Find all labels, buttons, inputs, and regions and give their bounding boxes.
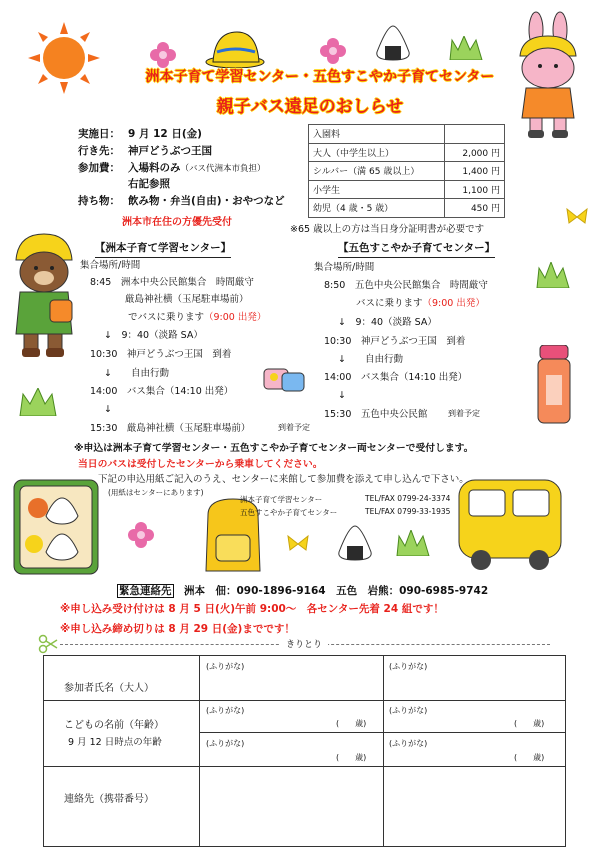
fee-table-header: 入園料 xyxy=(309,125,445,144)
page-title: 親子バス遠足のおしらせ xyxy=(216,97,404,117)
fee-category: シルバー（満 65 歳以上） xyxy=(309,162,445,181)
sumoto-departure-time: （9:00 出発） xyxy=(204,312,267,323)
fee-amount: 2,000 円 xyxy=(445,143,505,162)
table-row xyxy=(309,162,505,181)
sumoto-line-text: でバスに乗ります xyxy=(128,312,205,323)
goshiki-line: ↓ xyxy=(338,390,346,401)
hat-illustration xyxy=(205,28,265,68)
table-row xyxy=(309,143,505,162)
application-deadline: ※申し込み締め切りは 8 月 29 日(金)までです！ xyxy=(60,623,295,635)
sumoto-line: 10:30 神戸どうぶつ王国 到着 xyxy=(90,349,232,360)
goshiki-arrival: 到着予定 xyxy=(448,409,480,418)
goshiki-line: ↓ 自由行動 xyxy=(338,354,403,365)
fee-category: 小学生 xyxy=(309,180,445,199)
date-label: 実施日： xyxy=(78,128,120,140)
items-label: 持ち物： xyxy=(78,195,120,207)
table-row xyxy=(309,199,505,218)
child-name-label: こどもの名前（年齢） xyxy=(64,720,164,731)
goshiki-line: 10:30 神戸どうぶつ王国 到着 xyxy=(324,336,466,347)
destination-row xyxy=(78,143,212,158)
sumoto-line: 14:00 バス集合（14:10 出発） xyxy=(90,386,234,397)
child1-age: ( 歳) xyxy=(336,719,367,728)
emergency-numbers: 洲本 佃：090-1896-9164 五色 岩熊：090-6985-9742 xyxy=(173,585,489,597)
butterfly-illustration xyxy=(286,532,310,556)
child3-furigana: (ふりがな) xyxy=(206,739,245,748)
goshiki-heading: 【五色すこやか子育てセンター】 xyxy=(338,240,495,258)
cut-label: きりとり xyxy=(280,637,328,650)
butterfly-illustration xyxy=(565,205,589,229)
form-instructions: 下記の申込用紙ご記入のうえ、センターに来館して参加費を添えて申し込んで下さい。 xyxy=(98,474,469,485)
child3-age: ( 歳) xyxy=(336,753,367,762)
bento-illustration xyxy=(262,363,306,393)
emergency-contact xyxy=(117,583,488,598)
sumoto-heading: 【洲本子育て学習センター】 xyxy=(95,240,231,258)
fee-row xyxy=(78,160,266,175)
sumoto-line: 8:45 洲本中央公民館集合 時間厳守 xyxy=(90,277,254,288)
child-name-field-4[interactable] xyxy=(384,748,509,765)
sumoto-line: ↓ xyxy=(104,404,112,415)
child1-furigana: (ふりがな) xyxy=(206,706,245,715)
fee-amount: 1,100 円 xyxy=(445,180,505,199)
contact-label: 連絡先（携帯番号） xyxy=(64,794,154,805)
grass-illustration xyxy=(18,388,58,416)
contact-sumoto-tel: TEL/FAX 0799-24-3374 xyxy=(365,494,451,503)
adult-name-field-2[interactable] xyxy=(384,670,566,699)
grass-illustration xyxy=(535,262,571,288)
sun-illustration xyxy=(28,22,100,94)
table-row xyxy=(309,180,505,199)
residents-priority-notice: 洲本市在住の方優先受付 xyxy=(122,217,232,228)
form-availability-note: (用紙はセンターにあります) xyxy=(108,488,204,497)
contact-sumoto-name: 洲本子育て学習センター xyxy=(240,495,323,504)
sumoto-line: 厳島神社横（玉尾駐車場前） xyxy=(125,294,249,305)
emergency-label: 緊急連絡先 xyxy=(119,585,172,597)
fee-note: （バス代洲本市負担） xyxy=(180,164,266,174)
sumoto-arrival: 到着予定 xyxy=(278,423,310,432)
application-form xyxy=(43,655,566,847)
fee-reference: 右記参照 xyxy=(128,178,170,190)
onigiri-illustration xyxy=(373,24,413,62)
sumoto-line: ↓ 自由行動 xyxy=(104,368,169,379)
fee-category: 大人（中学生以上） xyxy=(309,143,445,162)
child4-age: ( 歳) xyxy=(514,753,545,762)
fee-label: 参加費： xyxy=(78,162,120,174)
fee-category: 幼児（4 歳・5 歳） xyxy=(309,199,445,218)
goshiki-departure-time: （9:00 出発） xyxy=(422,298,485,309)
child-name-field-3[interactable] xyxy=(200,748,330,765)
goshiki-line xyxy=(356,299,485,309)
sumoto-line: ↓ 9：40（淡路 SA） xyxy=(104,330,203,341)
goshiki-line: 15:30 五色中央公民館 xyxy=(324,409,428,420)
lunchbox-illustration xyxy=(12,478,100,576)
fee-table-header-row xyxy=(309,125,505,144)
flower-illustration xyxy=(128,522,154,548)
flower-illustration xyxy=(150,42,176,68)
goshiki-line: 14:00 バス集合（14:10 出発） xyxy=(324,372,468,383)
goshiki-section xyxy=(338,240,495,258)
destination-value: 神戸どうぶつ王国 xyxy=(128,145,212,157)
goshiki-line: 8:50 五色中央公民館集合 時間厳守 xyxy=(324,280,488,291)
items-value: 飲み物・弁当(自由)・おやつなど xyxy=(128,195,285,207)
adult-name-label: 参加者氏名（大人） xyxy=(64,683,154,694)
boarding-notice: 当日のバスは受付したセンターから乗車してください。 xyxy=(78,459,323,470)
sumoto-section xyxy=(95,240,231,258)
fee-table-note: ※65 歳以上の方は当日身分証明書が必要です xyxy=(290,224,485,235)
goshiki-meeting-label: 集合場所/時間 xyxy=(314,262,375,273)
contact-goshiki-tel: TEL/FAX 0799-33-1935 xyxy=(365,507,451,516)
items-row xyxy=(78,193,285,208)
sumoto-line: 15:30 厳島神社横（玉尾駐車場前） xyxy=(90,423,251,434)
child-age-basis: 9 月 12 日時点の年齢 xyxy=(68,737,162,748)
adult-furigana-2: (ふりがな) xyxy=(389,662,428,671)
child-name-field-1[interactable] xyxy=(200,714,330,731)
contact-goshiki-name: 五色すこやか子育てセンター xyxy=(240,508,338,517)
centers-title: 洲本子育て学習センター・五色すこやか子育てセンター xyxy=(145,69,495,85)
child2-age: ( 歳) xyxy=(514,719,545,728)
contact-phone-field[interactable] xyxy=(200,768,566,846)
goshiki-line: ↓ 9：40（淡路 SA） xyxy=(338,317,437,328)
water-bottle-illustration xyxy=(532,345,576,429)
flower-illustration xyxy=(320,38,346,64)
sumoto-meeting-label: 集合場所/時間 xyxy=(80,260,141,271)
child2-furigana: (ふりがな) xyxy=(389,706,428,715)
fee-amount: 450 円 xyxy=(445,199,505,218)
adult-name-field-1[interactable] xyxy=(200,670,382,699)
fee-value: 入場料のみ xyxy=(128,162,181,174)
onigiri-illustration xyxy=(335,524,375,562)
application-notice: ※申込は洲本子育て学習センター・五色すこやか子育てセンター両センターで受付します。 xyxy=(74,443,474,454)
grass-illustration xyxy=(395,530,431,556)
child-name-field-2[interactable] xyxy=(384,714,509,731)
destination-label: 行き先： xyxy=(78,145,120,157)
scissors-icon xyxy=(38,634,58,654)
date-value: 9 月 12 日(金) xyxy=(128,128,202,140)
fee-table xyxy=(308,124,505,218)
fee-amount: 1,400 円 xyxy=(445,162,505,181)
grass-illustration xyxy=(448,36,484,60)
bus-illustration xyxy=(455,472,565,572)
application-start: ※申し込み受け付けは 8 月 5 日(火)午前 9:00～ 各センター先着 24 組です！ xyxy=(60,603,444,615)
date-row xyxy=(78,126,202,141)
adult-furigana-1: (ふりがな) xyxy=(206,662,245,671)
bear-character xyxy=(10,230,80,360)
rabbit-character xyxy=(510,10,590,140)
goshiki-line-text: バスに乗ります xyxy=(356,298,423,309)
child4-furigana: (ふりがな) xyxy=(389,739,428,748)
sumoto-line xyxy=(128,313,266,323)
